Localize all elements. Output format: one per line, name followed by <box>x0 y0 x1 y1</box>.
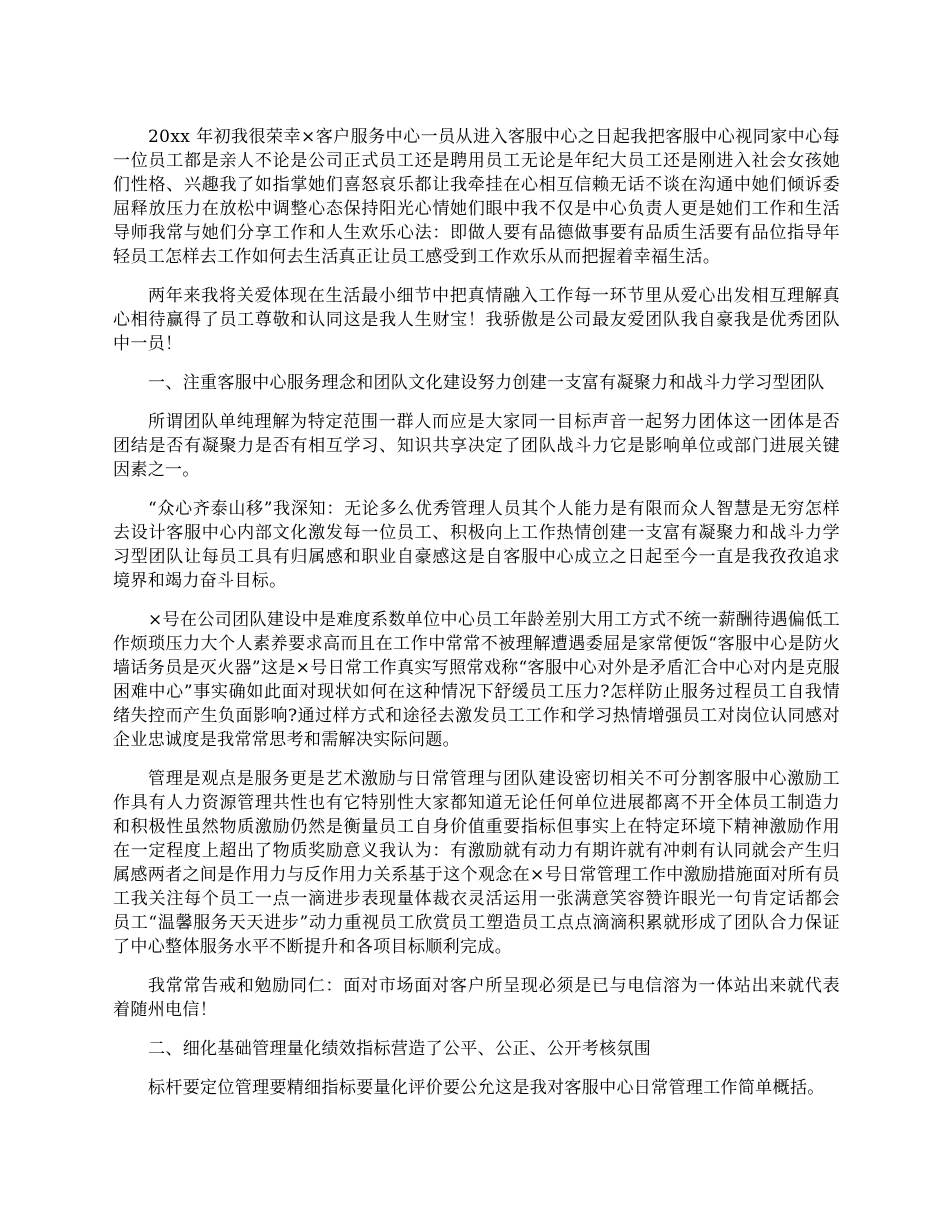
paragraph-team-definition: 所谓团队单纯理解为特定范围一群人而应是大家同一目标声音一起努力团体这一团体是否团结是否有凝聚力是否有相互学习、知识共享决定了团队战斗力它是影响单位或部门进展关键因素之一。 <box>113 412 840 480</box>
paragraph-care: 两年来我将关爱体现在生活最小细节中把真情融入工作每一环节里从爱心出发相互理解真心相待赢得了员工尊敬和认同这是我人生财宝！我骄傲是公司最友爱团队我自豪我是优秀团队中一员！ <box>113 286 840 354</box>
paragraph-challenges: ×号在公司团队建设中是难度系数单位中心员工年龄差别大用工方式不统一薪酬待遇偏低工作烦琐压力大个人素养要求高而且在工作中常常不被理解遭遇委屈是家常便饭“客服中心是防火墙话务员是灭火器”这是×号日常工作真实写照常戏称“客服中心对外是矛盾汇合中心对内是克服困难中心”事实确如此面对现状如何在这种情况下舒缓员工压力?怎样防止服务过程员工自我情绪失控而产生负面影响?通过样方式和途径去激发员工工作和学习热情增强员工对岗位认同感对企业忠诚度是我常常思考和需解决实际问题。 <box>113 610 840 750</box>
paragraph-team-culture: “众心齐泰山移”我深知：无论多么优秀管理人员其个人能力是有限而众人智慧是无穷怎样去设计客服中心内部文化激发每一位员工、积极向上工作热情创建一支富有凝聚力和战斗力学习型团队让每员工具有归属感和职业自豪感这是自客服中心成立之日起至今一直是我孜孜追求境界和竭力奋斗目标。 <box>113 499 840 591</box>
section-heading-1: 一、注重客服中心服务理念和团队文化建设努力创建一支富有凝聚力和战斗力学习型团队 <box>148 373 825 393</box>
paragraph-encouragement: 我常常告戒和勉励同仁：面对市场面对客户所呈现必须是已与电信溶为一体站出来就代表着随州电信！ <box>113 976 840 1020</box>
document-page <box>113 125 840 1115</box>
paragraph-benchmark: 标杆要定位管理要精细指标要量化评价要公允这是我对客服中心日常管理工作简单概括。 <box>148 1078 825 1098</box>
section-heading-2: 二、细化基础管理量化绩效指标营造了公平、公正、公开考核氛围 <box>148 1039 652 1059</box>
paragraph-motivation: 管理是观点是服务更是艺术激励与日常管理与团队建设密切相关不可分割客服中心激励工作具有人力资源管理共性也有它特别性大家都知道无论任何单位进展都离不开全体员工制造力和积极性虽然物质激励仍然是衡量员工自身价值重要指标但事实上在特定环境下精神激励作用在一定程度上超出了物质奖励意义我认为：有激励就有动力有期许就有冲刺有认同就会产生归属感两者之间是作用力与反作用力关系基于这个观念在×号日常管理工作中激励措施面对所有员工我关注每个员工一点一滴进步表现量体裁衣灵活运用一张满意笑容赞许眼光一句肯定话都会员工“温馨服务天天进步”动力重视员工欣赏员工塑造员工点点滴滴积累就形成了团队合力保证了中心整体服务水平不断提升和各项目标顺利完成。 <box>113 769 840 957</box>
paragraph-intro: 20xx 年初我很荣幸×客户服务中心一员从进入客服中心之日起我把客服中心视同家中心每一位员工都是亲人不论是公司正式员工还是聘用员工无论是年纪大员工还是刚进入社会女孩她们性格、兴趣我了如指掌她们喜怒哀乐都让我牵挂在心相互信赖无话不谈在沟通中她们倾诉委屈释放压力在放松中调整心态保持阳光心情她们眼中我不仅是中心负责人更是她们工作和生活导师我常与她们分享工作和人生欢乐心法：即做人要有品德做事要有品质生活要有品位指导年轻员工怎样去工作如何去生活真正让员工感受到工作欢乐从而把握着幸福生活。 <box>113 127 840 267</box>
